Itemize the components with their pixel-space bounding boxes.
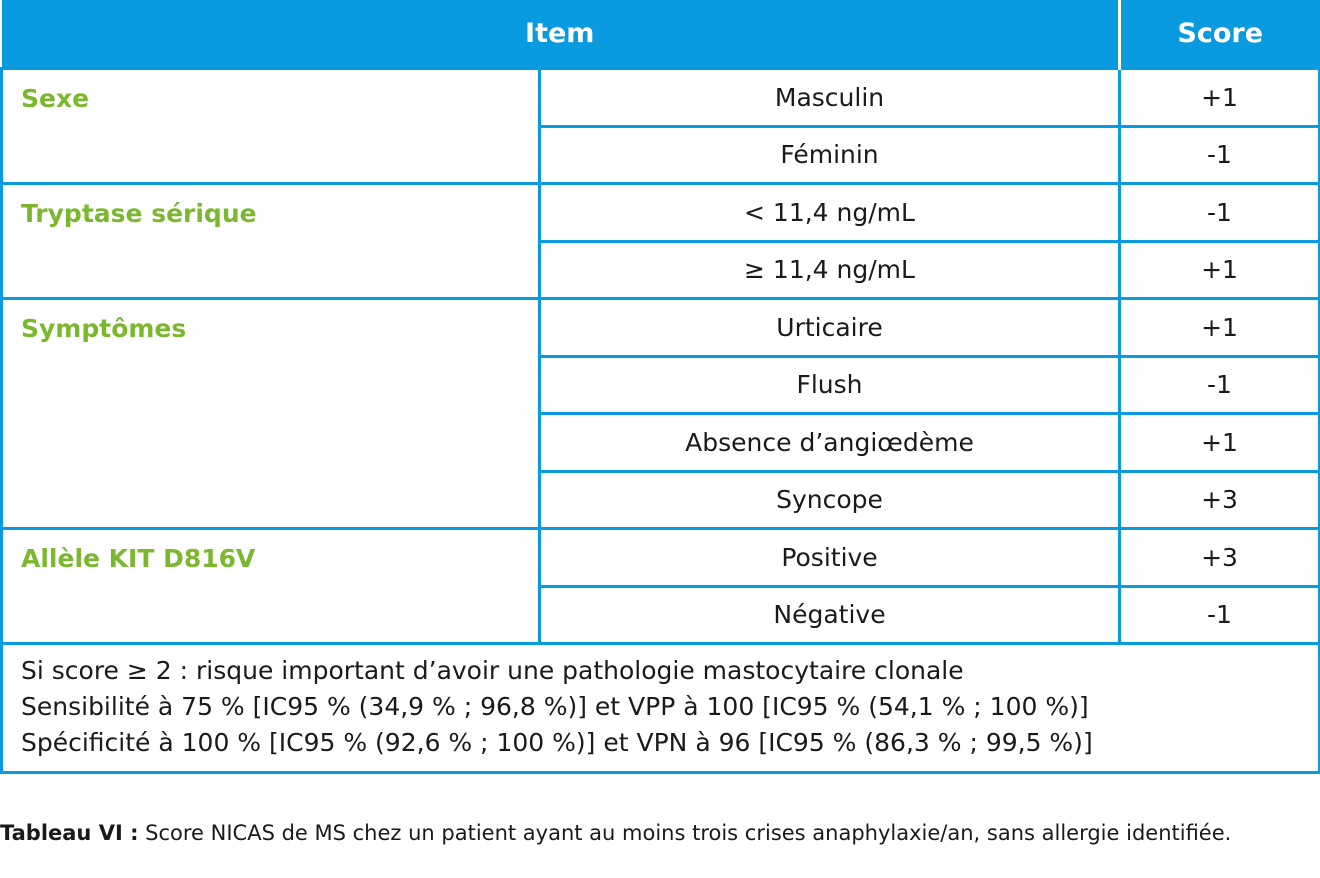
table-row	[2, 69, 1320, 127]
caption-label: Tableau VI :	[0, 821, 139, 845]
table-body	[2, 69, 1320, 644]
score-cell: +1	[1120, 241, 1320, 299]
option-cell: Masculin	[540, 69, 1120, 127]
table-caption	[0, 818, 1318, 848]
score-cell: +1	[1120, 69, 1320, 127]
header-item: Item	[2, 0, 1120, 69]
table-header-row	[2, 0, 1320, 69]
score-cell: -1	[1120, 356, 1320, 414]
option-cell: Féminin	[540, 126, 1120, 184]
category-label: Allèle KIT D816V	[2, 529, 540, 644]
table-row	[2, 299, 1320, 357]
option-cell: Négative	[540, 586, 1120, 644]
option-cell: Positive	[540, 529, 1120, 587]
table-row	[2, 529, 1320, 587]
footer-line-sensitivity: Sensibilité à 75 % [IC95 % (34,9 % ; 96,8 %)] et VPP à 100 [IC95 % (54,1 % ; 100 %)]	[21, 692, 1089, 721]
option-cell: < 11,4 ng/mL	[540, 184, 1120, 242]
option-cell: Flush	[540, 356, 1120, 414]
option-cell: Absence d’angiœdème	[540, 414, 1120, 472]
score-cell: -1	[1120, 184, 1320, 242]
score-cell: -1	[1120, 126, 1320, 184]
caption-text: Score NICAS de MS chez un patient ayant au moins trois crises anaphylaxie/an, sans allergie identifiée.	[138, 821, 1232, 845]
option-cell: Urticaire	[540, 299, 1120, 357]
table-footer-row	[2, 644, 1320, 773]
footer-cell	[2, 644, 1320, 773]
score-cell: +3	[1120, 471, 1320, 529]
category-label: Sexe	[2, 69, 540, 184]
score-cell: -1	[1120, 586, 1320, 644]
option-cell: Syncope	[540, 471, 1120, 529]
footer-line-specificity: Spécificité à 100 % [IC95 % (92,6 % ; 100 %)] et VPN à 96 [IC95 % (86,3 % ; 99,5 %)]	[21, 728, 1093, 757]
header-score: Score	[1120, 0, 1320, 69]
option-cell: ≥ 11,4 ng/mL	[540, 241, 1120, 299]
score-cell: +3	[1120, 529, 1320, 587]
category-label: Symptômes	[2, 299, 540, 529]
footer-line-threshold: Si score ≥ 2 : risque important d’avoir une pathologie mastocytaire clonale	[21, 656, 964, 685]
score-cell: +1	[1120, 299, 1320, 357]
score-cell: +1	[1120, 414, 1320, 472]
category-label: Tryptase sérique	[2, 184, 540, 299]
table-row	[2, 184, 1320, 242]
